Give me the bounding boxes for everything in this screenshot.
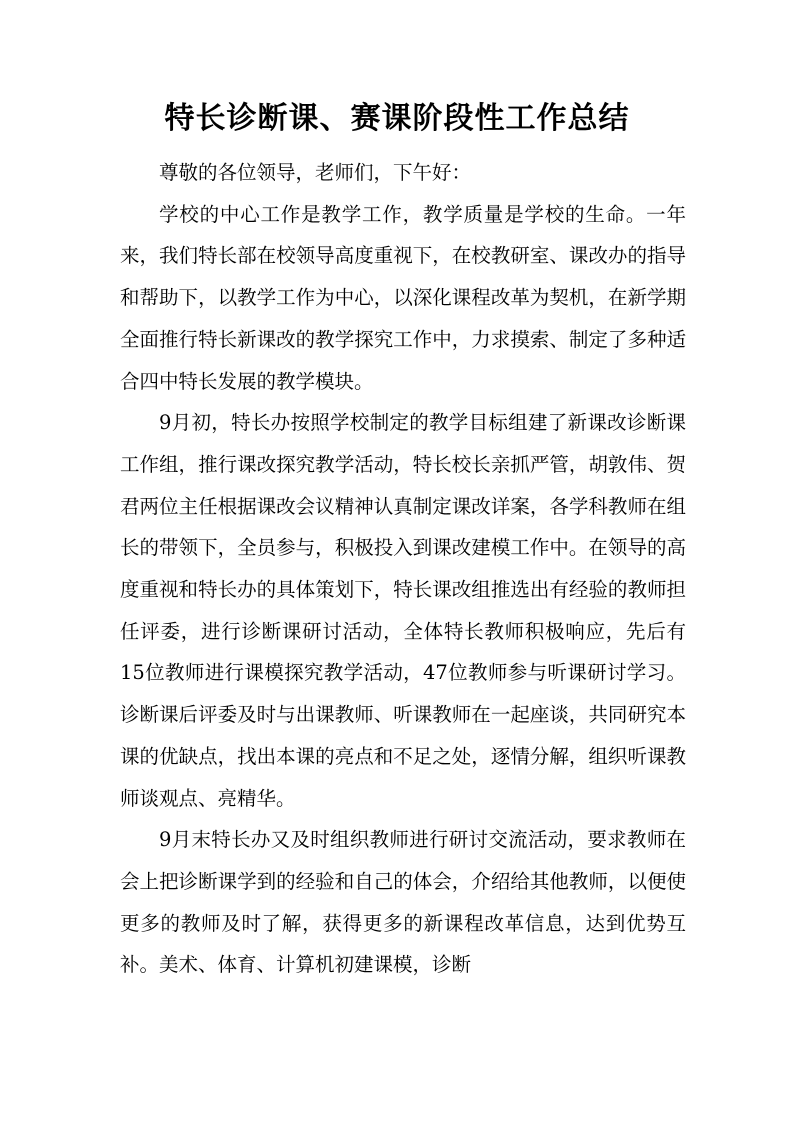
body-paragraph: 9月初，特长办按照学校制定的教学目标组建了新课改诊断课工作组，推行课改探究教学活动，特长校长亲抓严管，胡敦伟、贺君两位主任根据课改会议精神认真制定课改详案，各学科教师在组长的带领下，全员参与，积极投入到课改建模工作中。在领导的高度重视和特长办的具体策划下，特长课改组推选出有经验的教师担任评委，进行诊断课研讨活动，全体特长教师积极响应，先后有15位教师进行课模探究教学活动，47位教师参与听课研讨学习。诊断课后评委及时与出课教师、听课教师在一起座谈，共同研究本课的优缺点，找出本课的亮点和不足之处，逐情分解，组织听课教师谈观点、亮精华。 — [120, 411, 686, 810]
greeting-paragraph: 尊敬的各位领导，老师们，下午好： — [159, 161, 472, 184]
body-paragraph: 9月末特长办又及时组织教师进行研讨交流活动，要求教师在会上把诊断课学到的经验和自己的体会，介绍给其他教师，以便使更多的教师及时了解，获得更多的新课程改革信息，达到优势互补。美术、体育、计算机初建课模，诊断 — [120, 828, 686, 977]
body-paragraph: 学校的中心工作是教学工作，教学质量是学校的生命。一年来，我们特长部在校领导高度重视下，在校教研室、课改办的指导和帮助下，以教学工作为中心，以深化课程改革为契机，在新学期全面推行特长新课改的教学探究工作中，力求摸索、制定了多种适合四中特长发展的教学模块。 — [120, 202, 686, 393]
document-title: 特长诊断课、赛课阶段性工作总结 — [164, 101, 630, 136]
document-body — [120, 152, 686, 986]
